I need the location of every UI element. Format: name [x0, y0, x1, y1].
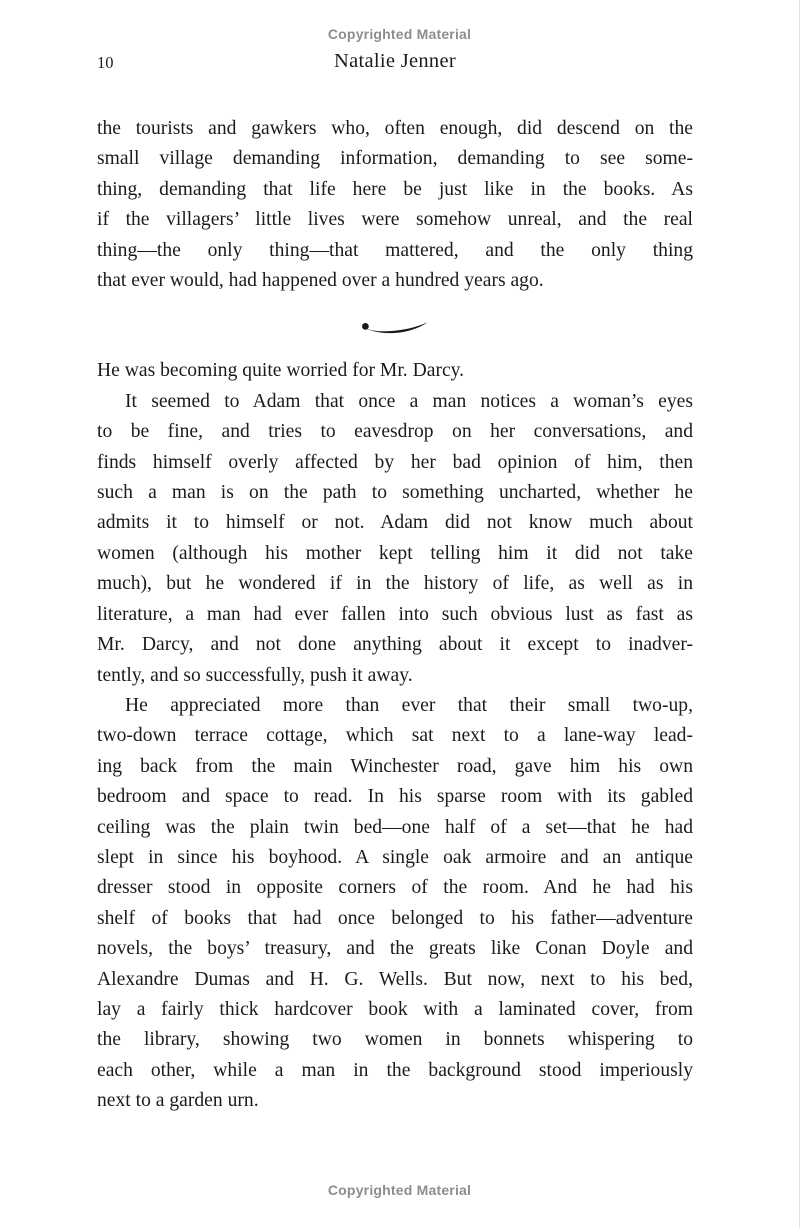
- paragraph: [97, 356, 693, 386]
- text-line: shelf of books that had once belonged to his father—adventure: [97, 907, 693, 929]
- text-line: It seemed to Adam that once a man notices a woman’s eyes: [125, 390, 693, 412]
- text-line: bedroom and space to read. In his sparse room with its gabled: [97, 786, 693, 808]
- section-divider: [97, 296, 693, 356]
- text-line: He was becoming quite worried for Mr. Darcy.: [97, 360, 465, 382]
- text-line: that ever would, had happened over a hundred years ago.: [97, 270, 544, 292]
- text-line: if the villagers’ little lives were somehow unreal, and the real: [97, 209, 693, 231]
- text-line: admits it to himself or not. Adam did not know much about: [97, 512, 693, 534]
- text-line: ceiling was the plain twin bed—one half of a set—that he had: [97, 816, 693, 838]
- paragraph: [97, 387, 693, 691]
- body-text: [97, 114, 693, 1117]
- swash-divider-icon: [360, 318, 430, 334]
- text-line: lay a fairly thick hardcover book with a laminated cover, from: [97, 998, 693, 1020]
- text-line: much), but he wondered if in the history of life, as well as in: [97, 573, 693, 595]
- text-line: Alexandre Dumas and H. G. Wells. But now, next to his bed,: [97, 968, 693, 990]
- page-number: 10: [97, 53, 114, 72]
- text-line: thing, demanding that life here be just like in the books. As: [97, 178, 693, 200]
- text-line: finds himself overly affected by her bad opinion of him, then: [97, 451, 693, 473]
- text-line: He appreciated more than ever that their small two-up,: [125, 694, 693, 716]
- text-line: thing—the only thing—that mattered, and the only thing: [97, 239, 693, 261]
- text-line: the tourists and gawkers who, often enough, did descend on the: [97, 118, 693, 139]
- text-line: slept in since his boyhood. A single oak armoire and an antique: [97, 846, 693, 868]
- page-header: [97, 50, 693, 73]
- text-line: next to a garden urn.: [97, 1090, 259, 1112]
- text-line: ing back from the main Winchester road, gave him his own: [97, 755, 693, 777]
- paragraph: [97, 691, 693, 1117]
- text-line: tently, and so successfully, push it away.: [97, 664, 413, 686]
- copyright-notice-bottom: Copyrighted Material: [327, 1182, 472, 1198]
- text-line: two-down terrace cottage, which sat next to a lane-way lead-: [97, 725, 693, 747]
- text-line: literature, a man had ever fallen into such obvious lust as fast as: [97, 603, 693, 625]
- text-line: women (although his mother kept telling him it did not take: [97, 542, 693, 564]
- text-line: the library, showing two women in bonnets whispering to: [97, 1029, 693, 1051]
- text-line: dresser stood in opposite corners of the room. And he had his: [97, 877, 693, 899]
- text-line: novels, the boys’ treasury, and the greats like Conan Doyle and: [97, 938, 693, 960]
- copyright-notice-top: Copyrighted Material: [327, 26, 472, 42]
- text-line: each other, while a man in the background stood imperiously: [97, 1059, 693, 1081]
- text-line: Mr. Darcy, and not done anything about it except to inadver-: [97, 634, 693, 656]
- paragraph: [97, 114, 693, 296]
- running-header-author: Natalie Jenner: [333, 50, 456, 72]
- text-line: small village demanding information, demanding to see some-: [97, 148, 693, 170]
- text-line: such a man is on the path to something uncharted, whether he: [97, 482, 693, 504]
- text-line: to be fine, and tries to eavesdrop on her conversations, and: [97, 421, 693, 443]
